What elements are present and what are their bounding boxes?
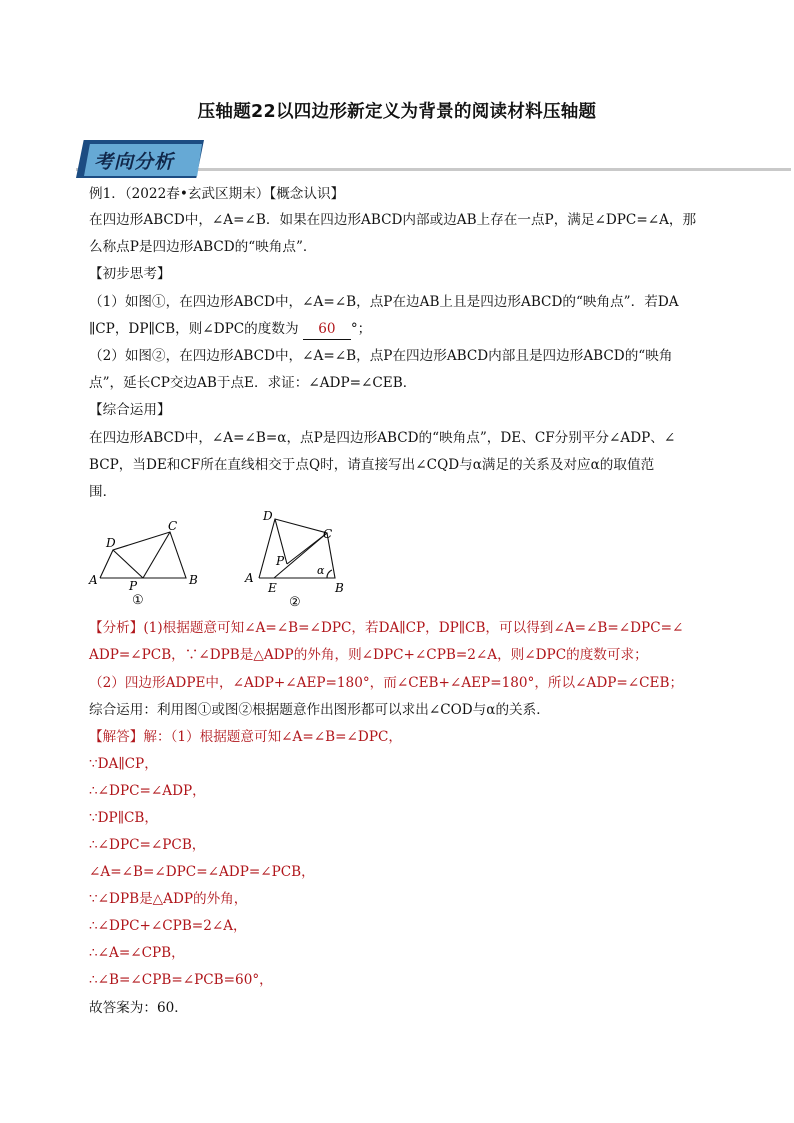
page-title: 压轴题22以四边形新定义为背景的阅读材料压轴题 [197,102,597,122]
vertex-label-c: C [168,519,178,533]
vertex-label-p: P [276,554,285,568]
vertex-label-e: E [268,581,277,595]
vertex-label-c: C [323,527,333,541]
solution-line: ∵DA∥CP， [89,756,158,772]
problem-line: 在四边形ABCD中，∠A=∠B．如果在四边形ABCD内部或边AB上存在一点P，满足∠DPC=∠A，那 [89,212,697,228]
analysis-line: （2）四边形ADPE中，∠ADP+∠AEP=180°，而∠CEB+∠AEP=180°，所以∠ADP=∠CEB； [89,675,684,691]
angle-label-alpha: α [317,564,325,577]
figure-2 [243,506,355,612]
solution-line: ∴∠B=∠CPB=∠PCB=60°， [89,972,273,988]
problem-line: （1）如图①，在四边形ABCD中，∠A=∠B，点P在边AB上且是四边形ABCD的“映角点”．若DA [89,294,679,310]
answer-unit: °； [350,321,372,337]
analysis-line: 【分析】(1)根据题意可知∠A=∠B=∠DPC，若DA∥CP，DP∥CB，可以得到∠A=∠B=∠DPC=∠ [89,620,684,636]
solution-line: ∴∠DPC=∠PCB， [89,837,206,853]
vertex-label-b: B [335,581,344,595]
problem-heading: 例1．（2022春•玄武区期末）【概念认识】 [89,186,345,202]
figure-caption: ① [132,593,144,608]
problem-line: 点”，延长CP交边AB于点E．求证：∠ADP=∠CEB． [89,375,417,391]
figure-caption: ② [289,595,301,610]
problem-line [89,319,371,340]
synthesis-line: 综合运用：利用图①或图②根据题意作出图形都可以求出∠COD与α的关系． [89,702,550,718]
banner-label: 考向分析 [94,151,175,173]
problem-line: 么称点P是四边形ABCD的“映角点”． [89,239,317,255]
solution-line: ∴∠DPC+∠CPB=2∠A， [89,918,247,934]
vertex-label-d: D [106,536,116,550]
solution-line: ∴∠DPC=∠ADP， [89,783,206,799]
final-answer: 故答案为：60． [89,1000,188,1016]
solution-line: 【解答】解：（1）根据题意可知∠A=∠B=∠DPC， [89,729,402,745]
solution-line: ∵∠DPB是△ADP的外角， [89,891,248,907]
solution-line: ∴∠A=∠CPB， [89,945,185,961]
problem-line: 围． [89,484,117,500]
vertex-label-p: P [129,579,138,593]
vertex-label-a: A [245,571,254,585]
problem-line: 在四边形ABCD中，∠A=∠B=α，点P是四边形ABCD的“映角点”，DE、CF分别平分∠ADP、∠ [89,430,676,446]
answer-blank: 60 [303,319,351,340]
vertex-label-d: D [263,509,273,523]
analysis-line: ADP=∠PCB，∵∠DPB是△ADP的外角，则∠DPC+∠CPB=2∠A，则∠DPC的度数可求； [89,647,648,663]
section-label: 【综合运用】 [89,402,171,418]
solution-line: ∵DP∥CB， [89,810,158,826]
problem-line: BCP，当DE和CF所在直线相交于点Q时，请直接写出∠CQD与α满足的关系及对应α的取值范 [89,457,655,473]
question-text: ∥CP，DP∥CB，则∠DPC的度数为 [89,321,299,337]
vertex-label-a: A [89,573,98,587]
solution-line: ∠A=∠B=∠DPC=∠ADP=∠PCB， [89,864,315,880]
section-label: 【初步思考】 [89,266,171,282]
section-banner [76,140,206,180]
figure-1 [86,518,216,610]
vertex-label-b: B [189,573,198,587]
problem-line: （2）如图②，在四边形ABCD中，∠A=∠B，点P在四边形ABCD内部且是四边形ABCD的“映角 [89,348,673,364]
